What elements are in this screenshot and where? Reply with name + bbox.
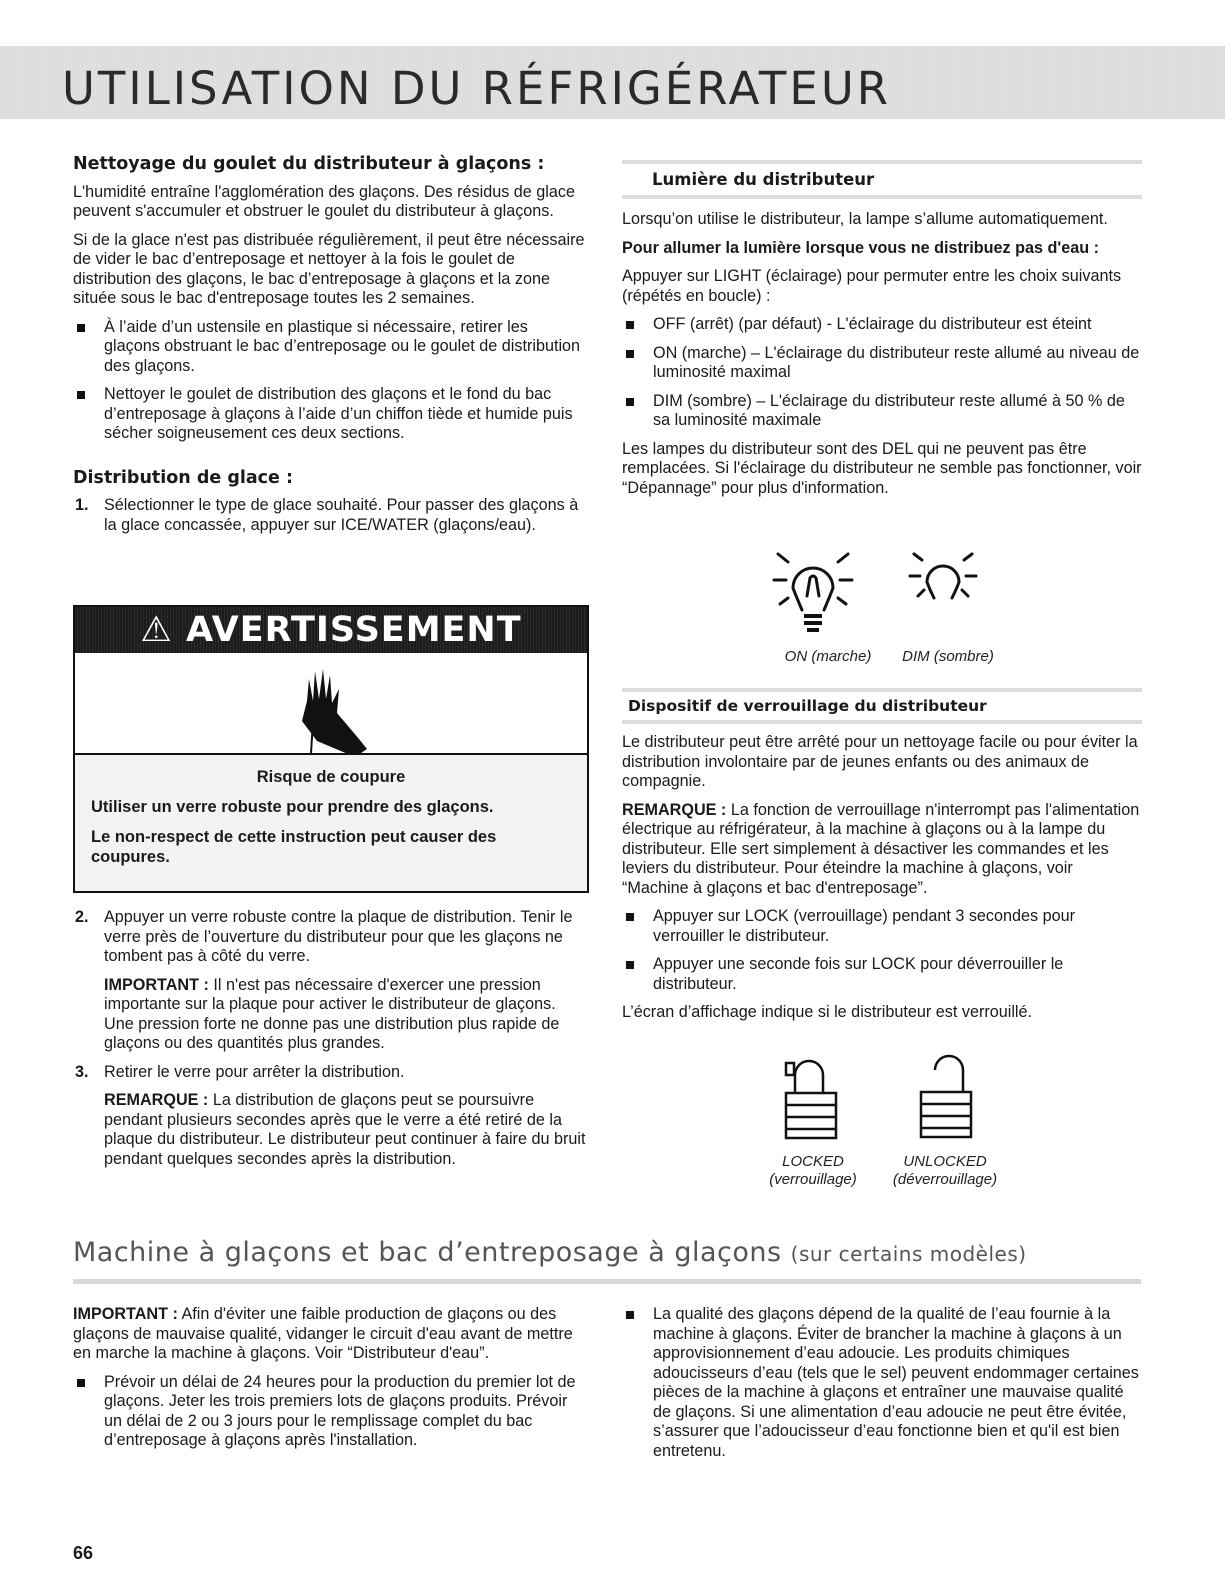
distribution-heading: Distribution de glace : bbox=[73, 467, 294, 488]
warning-header bbox=[75, 607, 587, 653]
hand-cut-icon bbox=[75, 653, 587, 755]
distribution-steps bbox=[73, 908, 588, 1178]
lumiere-bold-line: Pour allumer la lumière lorsque vous ne distribuez pas d'eau : bbox=[622, 238, 1100, 257]
nettoyage-bullet-2: Nettoyer le goulet de distribution des glaçons et le fond du bac d’entreposage à glaçons à l’aide d’un chiffon tiède et humide puis sécher soigneusement ces deux sections. bbox=[73, 385, 588, 444]
caption-locked-2: (verrouillage) bbox=[769, 1171, 857, 1188]
nettoyage-section bbox=[73, 155, 588, 544]
distribution-step-2-note bbox=[73, 976, 588, 1054]
verrou-note bbox=[622, 801, 1142, 899]
machine-heading-small: (sur certains modèles) bbox=[790, 1242, 1027, 1266]
caption-dim: DIM (sombre) bbox=[902, 648, 994, 665]
verrou-heading-bar bbox=[622, 688, 1142, 724]
caption-locked bbox=[748, 1153, 878, 1189]
warning-risk: Risque de coupure bbox=[256, 768, 406, 786]
machine-bullet-right: La qualité des glaçons dépend de la qualité de l’eau fournie à la machine à glaçons. Éviter de brancher la machine à glaçons à un approvisionnement d’eau adoucie. Les produits chimiques adoucisseurs d’eau (tels que le sel) peuvent endommager certaines pièces de la machine à glaçons et entraîner une mauvaise qualité de glaçons. Si une alimentation d’eau adoucie ne peut être évitée, s’assurer que l’adoucisseur d’eau fonctionne bien et qu'il est bien entretenu. bbox=[622, 1305, 1142, 1461]
warning-body bbox=[75, 755, 587, 891]
lumiere-section bbox=[622, 210, 1142, 507]
machine-heading bbox=[73, 1237, 1027, 1268]
remarque-label: REMARQUE : bbox=[622, 800, 727, 819]
important-text: Il n'est pas nécessaire d'exercer une pression importante sur la plaque pour activer le distributeur de glaçons. Une pression forte ne donne pas une distribution plus rapide de glaçons ou des quantités plus grandes. bbox=[104, 975, 560, 1052]
step-number: 3. bbox=[75, 1062, 89, 1081]
warning-line-1: Utiliser un verre robuste pour prendre des glaçons. bbox=[91, 798, 494, 816]
distribution-step-2 bbox=[73, 908, 588, 967]
warning-line-2: Le non-respect de cette instruction peut causer des coupures. bbox=[91, 828, 497, 866]
distribution-step-3-note bbox=[73, 1091, 588, 1169]
lumiere-paragraph-2: Appuyer sur LIGHT (éclairage) pour permuter entre les choix suivants (répétés en boucle) : bbox=[622, 267, 1122, 305]
verrou-heading: Dispositif de verrouillage du distributeur bbox=[628, 697, 987, 715]
caption-on: ON (marche) bbox=[784, 648, 872, 665]
machine-bullet-left: Prévoir un délai de 24 heures pour la production du premier lot de glaçons. Jeter les trois premiers lots de glaçons produits. Prévoir un délai de 2 ou 3 jours pour le remplissage complet du bac d’entreposage à glaçons après l'installation. bbox=[73, 1373, 588, 1451]
lumiere-paragraph-3: Les lampes du distributeur sont des DEL qui ne peuvent pas être remplacées. Si l'éclairage du distributeur ne semble pas fonctionner, voir “Dépannage” pour plus d'information. bbox=[622, 439, 1142, 497]
page-number: 66 bbox=[73, 1543, 94, 1563]
verrou-section bbox=[622, 733, 1142, 1032]
remarque-label: REMARQUE : bbox=[104, 1091, 209, 1109]
machine-heading-main: Machine à glaçons et bac d’entreposage à glaçons bbox=[73, 1237, 782, 1268]
caption-unlocked-2: (déverrouillage) bbox=[892, 1171, 998, 1188]
verrou-paragraph-2: L’écran d’affichage indique si le distributeur est verrouillé. bbox=[622, 1003, 1033, 1021]
page-title: UTILISATION DU RÉFRIGÉRATEUR bbox=[62, 62, 892, 115]
warning-title: AVERTISSEMENT bbox=[185, 610, 522, 650]
nettoyage-paragraph-1: L'humidité entraîne l'agglomération des glaçons. Des résidus de glace peuvent s'accumuler et obstruer le goulet du distributeur à glaçons. bbox=[73, 182, 575, 220]
step-text: Retirer le verre pour arrêter la distribution. bbox=[104, 1062, 405, 1081]
lumiere-bullet-on: ON (marche) – L'éclairage du distributeur reste allumé au niveau de luminosité maximal bbox=[622, 344, 1142, 383]
step-number: 1. bbox=[75, 496, 89, 514]
lumiere-paragraph-1: Lorsqu’on utilise le distributeur, la lampe s’allume automatiquement. bbox=[622, 210, 1108, 228]
step-number: 2. bbox=[75, 908, 89, 926]
distribution-step-3 bbox=[73, 1063, 588, 1083]
lumiere-heading: Lumière du distributeur bbox=[652, 170, 875, 189]
light-dim-icon bbox=[900, 540, 990, 610]
verrou-bullet-2: Appuyer une seconde fois sur LOCK pour déverrouiller le distributeur. bbox=[622, 955, 1142, 994]
remarque-text: La distribution de glaçons peut se poursuivre pendant plusieurs secondes après que le verre a été retiré de la plaque du distributeur. Le distributeur peut continuer à faire du bruit pendant quelques secondes après la distribution. bbox=[104, 1091, 586, 1168]
caption-unlocked bbox=[880, 1153, 1010, 1189]
remarque-text: La fonction de verrouillage n'interrompt pas l'alimentation électrique au réfrigérateur, à la machine à glaçons ou à la lampe du distributeur. Elle sert simplement à désactiver les commandes et les leviers du distributeur. Pour éteindre la machine à glaçons, voir “Machine à glaçons et bac d'entreposage”. bbox=[622, 800, 1140, 897]
lumiere-bullet-dim: DIM (sombre) – L'éclairage du distributeur reste allumé à 50 % de sa luminosité maximale bbox=[622, 392, 1142, 431]
nettoyage-paragraph-2: Si de la glace n'est pas distribuée régulièrement, il peut être nécessaire de vider le bac d’entreposage et nettoyer à la fois le goulet de distribution des glaçons, le bac d’entreposage à glaçons et la zone située sous le bac d'entreposage toutes les 2 semaines. bbox=[73, 230, 585, 307]
machine-right bbox=[622, 1305, 1142, 1470]
important-text: Afin d'éviter une faible production de glaçons ou des glaçons de mauvaise qualité, vidanger le circuit d'eau avant de mettre en marche la machine à glaçons. Voir “Distributeur d'eau”. bbox=[73, 1305, 573, 1362]
section-rule bbox=[73, 1279, 1141, 1284]
machine-important bbox=[73, 1305, 588, 1364]
distribution-step-1 bbox=[73, 496, 588, 535]
machine-left bbox=[73, 1305, 588, 1460]
caption-unlocked-1: UNLOCKED bbox=[903, 1153, 987, 1170]
warning-box bbox=[73, 605, 589, 893]
nettoyage-bullet-1: À l’aide d’un ustensile en plastique si nécessaire, retirer les glaçons obstruant le bac d’entreposage ou le goulet de distribution des glaçons. bbox=[73, 318, 588, 377]
nettoyage-heading: Nettoyage du goulet du distributeur à glaçons : bbox=[73, 154, 545, 174]
caption-locked-1: LOCKED bbox=[782, 1153, 844, 1170]
warning-triangle-icon: ⚠ bbox=[140, 610, 186, 650]
important-label: IMPORTANT : bbox=[73, 1305, 178, 1323]
verrou-paragraph-1: Le distributeur peut être arrêté pour un nettoyage facile ou pour éviter la distribution involontaire par de jeunes enfants ou des animaux de compagnie. bbox=[622, 733, 1138, 790]
important-label: IMPORTANT : bbox=[104, 975, 209, 994]
lumiere-bullet-off: OFF (arrêt) (par défaut) - L'éclairage du distributeur est éteint bbox=[622, 315, 1142, 335]
light-on-icon bbox=[760, 540, 870, 640]
step-text: Sélectionner le type de glace souhaité. Pour passer des glaçons à la glace concassée, appuyer sur ICE/WATER (glaçons/eau). bbox=[104, 496, 579, 534]
lumiere-heading-bar bbox=[622, 160, 1142, 199]
verrou-bullet-1: Appuyer sur LOCK (verrouillage) pendant 3 secondes pour verrouiller le distributeur. bbox=[622, 907, 1142, 946]
unlocked-icon bbox=[915, 1052, 985, 1144]
locked-icon bbox=[780, 1055, 850, 1145]
step-text: Appuyer un verre robuste contre la plaque de distribution. Tenir le verre près de l’ouverture du distributeur pour que les glaçons ne tombent pas à côté du verre. bbox=[104, 908, 573, 965]
